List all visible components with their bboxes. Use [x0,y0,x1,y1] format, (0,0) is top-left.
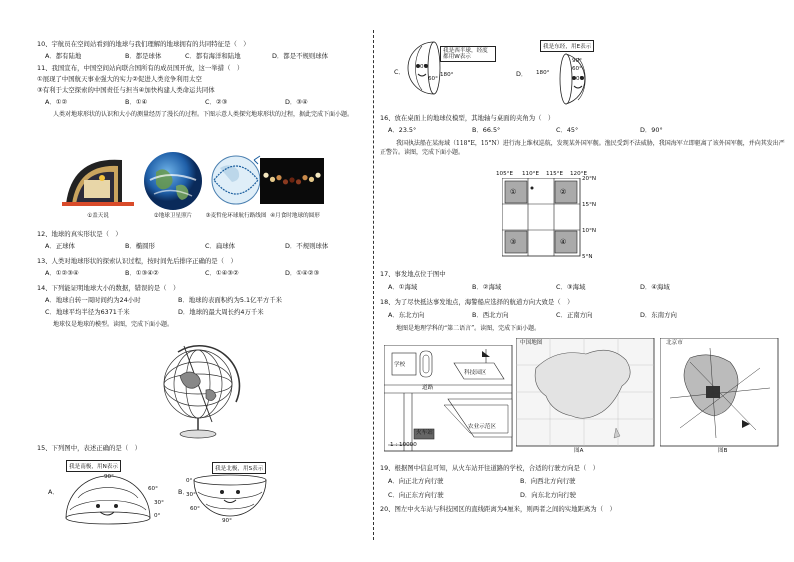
bubble-a: 我是南极，用N表示 [66,460,121,472]
q11-statement-1: ①展现了中国航天事业强大的实力②促进人类竞争利用太空 [37,75,202,83]
q16-stem: 16、放在桌面上的地球仪模型，其地轴与桌面的夹角为（ ） [380,114,555,122]
intro-globe: 地球仪是地球的模型。读图，完成下面小题。 [53,321,174,328]
right-column [376,0,794,562]
map-scale: 1 : 10000 [390,442,417,448]
moon-phase [315,173,320,178]
q10-option-b: B．都是球体 [125,52,162,60]
lat-5: 5°N [582,254,593,260]
lunar-eclipse-image [260,158,324,204]
q17-option-b: B．②海域 [472,283,502,291]
map-school: 学校 [394,362,406,368]
q11-stem: 11、我国宣布，中国空间站向联合国所有的成员国开放，这一举措（ ） [37,64,244,72]
q12-option-d: D．不规则球体 [285,242,329,250]
deg-c-0: 0° [420,64,427,70]
q13-option-a: A．①②③④ [45,269,79,277]
q15-stem: 15、下列图中，表述正确的是（ ） [37,444,141,452]
fig-a-label: 图A [574,448,584,454]
q19-option-d: D．向东北方向行驶 [520,491,577,499]
q18-option-d: D．东南方向 [640,311,677,319]
globe-image [150,338,250,440]
deg-d-0: 0° [576,76,583,82]
q19-option-b: B．向西北方向行驶 [520,477,576,485]
bubble-c: 我是西半球，经度都用W表示 [440,46,496,62]
lon-120: 120°E [570,171,588,177]
lat-20: 20°N [582,176,597,182]
q19-stem: 19、根据图中信息可知，从火车站开往道路的学校，合适的行驶方向是（ ） [380,464,600,472]
deg-c-180: 180° [440,72,454,78]
deg-a-60: 60° [148,486,158,492]
moon-phase [276,175,281,180]
q12-option-b: B．椭圆形 [125,242,155,250]
deg-b-30: 30° [186,492,196,498]
intro-earth-shape: 人类对地球形状的认识和大小的测量经历了漫长的过程。下图示意人类探究地球形状的过程，据此完成下面小题。 [53,111,354,118]
map-tech: 科技园区 [464,370,487,376]
deg-a-0: 0° [154,513,161,519]
map-china-title: 中国地图 [520,340,543,346]
q16-option-c: C．45° [556,126,579,134]
left-column [0,0,372,562]
map-farm: 农业示范区 [468,424,496,430]
option-b-label: B． [178,488,189,496]
moon-phase [270,177,275,182]
canopy-theory-image [62,152,134,208]
cell-1: ① [510,188,517,196]
q12-option-c: C．扁球体 [205,242,236,250]
q18-stem: 18、为了尽快抵达事发地点，海警船应选择的航道方向大致是（ ） [380,298,574,306]
q14-option-c: C．地球平均半径为6371千米 [45,308,130,316]
q14-stem: 14、下列能证明地球大小的数据，错误的是（ ） [37,284,180,292]
q14-option-d: D．地球的最大周长约4万千米 [178,308,264,316]
bubble-d: 我是东经，用E表示 [540,40,594,52]
q10-option-d: D．都是不规则球体 [272,52,329,60]
q16-option-a: A．23.5° [388,126,417,134]
q13-option-b: B．①③④② [125,269,159,277]
map-beijing-title: 北京市 [666,340,683,346]
lat-10: 10°N [582,228,597,234]
q18-option-c: C．正南方向 [556,311,593,319]
map-station: 火车站 [416,430,433,436]
q10-option-a: A．都有陆地 [45,52,82,60]
q14-option-b: B．地球的表面积约为5.1亿平方千米 [178,296,283,304]
intro-patrol: 我国执法船在某海域（118°E，15°N）进行海上维权巡航，发现某外国军舰。渔民受到不法威胁，我国海军立即驱离了该外国军舰，并向其发出严正警告。读图，完成下面小题。 [380,140,785,156]
deg-d-180: 180° [536,70,550,76]
deg-c-60: 60° [428,76,438,82]
q11-option-b: B．①④ [125,98,148,106]
q13-option-d: D．①④②③ [285,269,320,277]
caption-magellan: ③麦哲伦环球航行路线图 [205,213,267,219]
moon-phase [302,175,307,180]
q13-option-c: C．①④③② [205,269,239,277]
moon-phase [283,179,288,184]
moon-phase [296,179,301,184]
q11-option-c: C．②③ [205,98,228,106]
moon-phase [289,177,294,182]
q16-option-b: B．66.5° [472,126,501,134]
magellan-route-image [210,150,262,212]
bubble-b: 我是北极，用S表示 [212,462,266,474]
q19-option-a: A．向正北方向行驶 [388,477,444,485]
q11-statement-2: ③有利于太空探索的中国责任与担当④加快构建人类命运共同体 [37,86,215,94]
q17-stem: 17、事发地点位于图中 [380,270,446,278]
deg-b-0: 0° [186,478,193,484]
lon-115: 115°E [546,171,564,177]
cell-4: ④ [560,238,567,246]
caption-canopy: ①盖天说 [87,213,109,219]
column-divider [373,30,375,540]
cell-3: ③ [510,238,517,246]
option-a-label: A． [48,488,59,496]
q10-stem: 10、宇航员在空间站看到的地球与我们理解的地球拥有的共同特征是（ ） [37,40,250,48]
q17-option-d: D．④海域 [640,283,670,291]
lon-105: 105°E [496,171,514,177]
q12-option-a: A．正球体 [45,242,75,250]
satellite-photo-image [142,150,204,212]
lon-110: 110°E [522,171,540,177]
deg-b-60: 60° [190,506,200,512]
intro-map: 地图是地理学科的“第二语言”。读图，完成下面小题。 [396,325,541,332]
q17-option-a: A．①海域 [388,283,418,291]
q19-option-c: C．向正东方向行驶 [388,491,444,499]
option-d-label: D． [516,70,528,78]
cell-2: ② [560,188,567,196]
q10-option-c: C．都有海洋和陆地 [185,52,241,60]
caption-eclipse: ④月食时地球的圆形 [270,213,320,219]
deg-d-90: 90° [572,58,582,64]
q18-option-b: B．西北方向 [472,311,509,319]
caption-satellite: ②地球卫星照片 [153,213,193,219]
beijing-map [660,338,780,448]
q13-stem: 13、人类对地球形状的探索认识过程，按时间先后排序正确的是（ ） [37,257,237,265]
moon-phase [309,177,314,182]
deg-b-90: 90° [222,518,232,524]
q11-option-d: D．③④ [285,98,308,106]
china-map [516,338,656,448]
hemisphere-d-figure [536,50,596,106]
q12-stem: 12、地球的真实形状是（ ） [37,230,122,238]
q17-option-c: C．③海域 [556,283,586,291]
q18-option-a: A．东北方向 [388,311,425,319]
deg-d-60: 60° [572,66,582,72]
q14-option-a: A．地球自转一周时间约为24小时 [45,296,141,304]
option-c-label: C． [394,68,405,76]
lat-15: 15°N [582,202,597,208]
map-road: 道路 [422,385,434,391]
fig-b-label: 图B [718,448,728,454]
q11-option-a: A．①② [45,98,68,106]
deg-a-30: 30° [154,500,164,506]
deg-a-90: 90° [104,474,114,480]
moon-phase [263,173,268,178]
q20-stem: 20、图左中火车站与科技园区的直线距离为4厘米，则两者之间的实地距离为（ ） [380,505,616,513]
q16-option-d: D．90° [640,126,663,134]
